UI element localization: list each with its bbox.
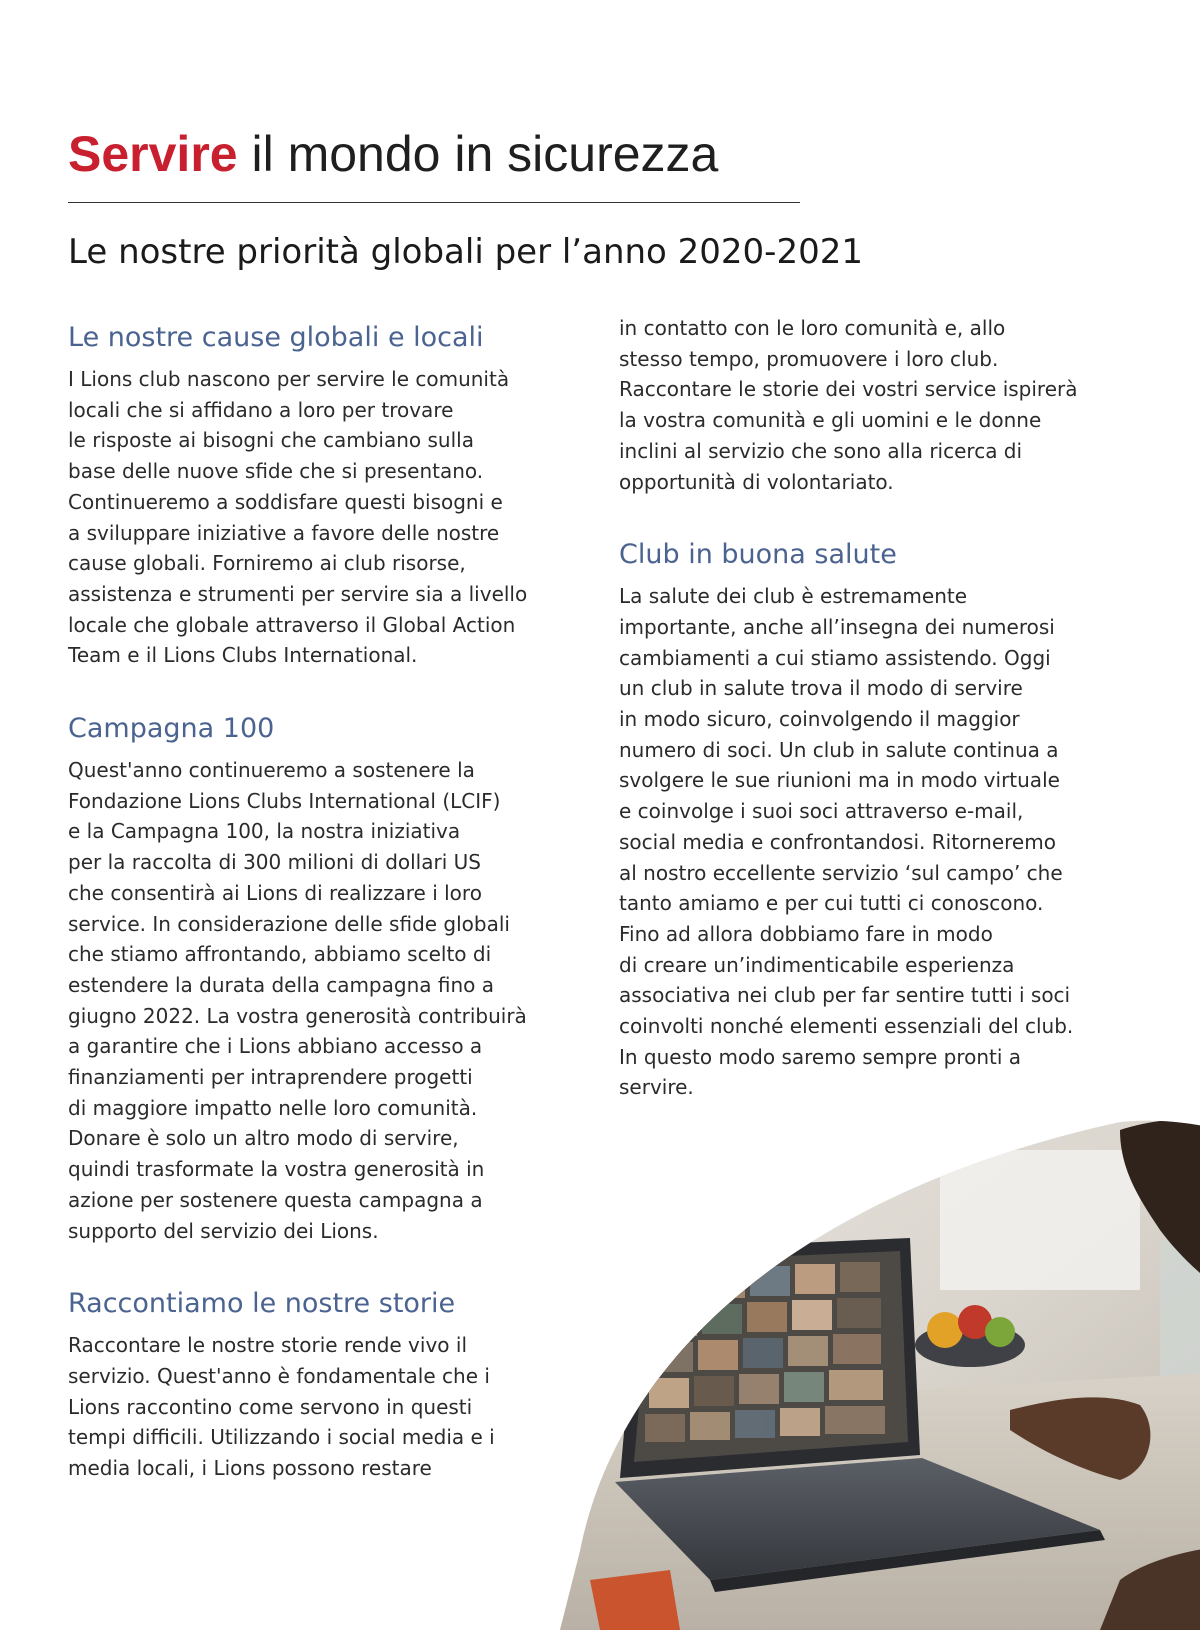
title-rest: il mondo in sicurezza	[237, 126, 719, 182]
body-line: La salute dei club è estremamente	[619, 584, 968, 609]
body-line: Fondazione Lions Clubs International (LCIF)	[68, 788, 501, 813]
body-line: servizio. Quest'anno è fondamentale che i	[68, 1363, 490, 1388]
body-line: Raccontare le storie dei vostri service ispirerà	[619, 377, 1078, 402]
section-club-health	[619, 535, 1139, 1103]
body-line: e la Campagna 100, la nostra iniziativa	[68, 819, 461, 844]
body-line: coinvolti nonché elementi essenziali del club.	[619, 1014, 1074, 1039]
body-line: Fino ad allora dobbiamo fare in modo	[619, 921, 993, 946]
section-heading: Club in buona salute	[619, 539, 897, 571]
body-line: a sviluppare iniziative a favore delle nostre	[68, 520, 500, 545]
section-heading: Campagna 100	[68, 713, 275, 745]
page-title	[68, 122, 718, 186]
body-line: Team e il Lions Clubs International.	[68, 643, 418, 668]
section-global-causes	[68, 318, 588, 671]
section-heading: Raccontiamo le nostre storie	[68, 1288, 456, 1320]
body-line: che consentirà ai Lions di realizzare i loro	[68, 880, 482, 905]
body-line: che stiamo affrontando, abbiamo scelto di	[68, 942, 492, 967]
page-subtitle: Le nostre priorità globali per l’anno 2020-2021	[68, 232, 863, 272]
section-body	[619, 581, 1139, 1103]
section-campaign-100	[68, 709, 588, 1246]
body-line: azione per sostenere questa campagna a	[68, 1187, 483, 1212]
body-line: I Lions club nascono per servire le comunità	[68, 367, 510, 391]
video-call-photo	[560, 1110, 1200, 1630]
body-line: la vostra comunità e gli uomini e le donne	[619, 408, 1042, 433]
body-line: social media e confrontandosi. Ritorneremo	[619, 829, 1056, 854]
body-line: associativa nei club per far sentire tutti i soci	[619, 983, 1071, 1008]
body-line: tempi difficili. Utilizzando i social media e i	[68, 1425, 495, 1450]
body-line: tanto amiamo e per cui tutti ci conoscono.	[619, 891, 1044, 916]
section-heading: Le nostre cause globali e locali	[68, 322, 484, 353]
body-line: al nostro eccellente servizio ‘sul campo’ che	[619, 860, 1063, 885]
section-continued-text	[619, 313, 1139, 497]
right-column	[619, 313, 1139, 1103]
section-body	[68, 755, 588, 1246]
body-line: supporto del servizio dei Lions.	[68, 1218, 379, 1243]
body-line: quindi trasformate la vostra generosità in	[68, 1157, 485, 1182]
body-line: In questo modo saremo sempre pronti a	[619, 1044, 1022, 1069]
body-line: un club in salute trova il modo di servire	[619, 676, 1023, 701]
body-line: di creare un’indimenticabile esperienza	[619, 952, 1015, 977]
body-line: locale che globale attraverso il Global Action	[68, 612, 516, 637]
body-line: e coinvolge i suoi soci attraverso e-mail,	[619, 799, 1024, 824]
body-line: locali che si affidano a loro per trovare	[68, 397, 454, 422]
body-line: servire.	[619, 1075, 694, 1100]
body-line: stesso tempo, promuovere i loro club.	[619, 346, 999, 371]
body-line: importante, anche all’insegna dei numerosi	[619, 614, 1055, 639]
body-line: a garantire che i Lions abbiano accesso a	[68, 1034, 483, 1059]
body-line: Lions raccontino come servono in questi	[68, 1394, 473, 1419]
body-line: finanziamenti per intraprendere progetti	[68, 1065, 473, 1090]
body-line: Continueremo a soddisfare questi bisogni e	[68, 489, 503, 514]
section-our-stories	[68, 1284, 588, 1484]
body-line: estendere la durata della campagna fino a	[68, 972, 494, 997]
section-body	[68, 364, 588, 671]
body-line: media locali, i Lions possono restare	[68, 1456, 432, 1481]
body-line: numero di soci. Un club in salute continua a	[619, 737, 1059, 762]
body-line: assistenza e strumenti per servire sia a livello	[68, 581, 528, 606]
body-line: inclini al servizio che sono alla ricerca di	[619, 438, 1023, 463]
body-line: base delle nuove sfide che si presentano.	[68, 459, 484, 484]
body-line: di maggiore impatto nelle loro comunità.	[68, 1095, 478, 1120]
body-line: le risposte ai bisogni che cambiano sulla	[68, 428, 474, 453]
section-body	[68, 1330, 588, 1484]
body-line: in contatto con le loro comunità e, allo	[619, 316, 1006, 340]
title-accent: Servire	[68, 126, 238, 182]
body-line: svolgere le sue riunioni ma in modo virtuale	[619, 768, 1060, 793]
body-line: Quest'anno continueremo a sostenere la	[68, 758, 475, 783]
body-line: Raccontare le nostre storie rende vivo il	[68, 1333, 467, 1358]
body-line: Donare è solo un altro modo di servire,	[68, 1126, 459, 1151]
body-line: giugno 2022. La vostra generosità contribuirà	[68, 1003, 527, 1028]
body-line: per la raccolta di 300 milioni di dollari US	[68, 850, 481, 875]
title-divider	[68, 202, 800, 203]
body-line: service. In considerazione delle sfide globali	[68, 911, 510, 936]
left-column	[68, 318, 588, 1484]
body-line: opportunità di volontariato.	[619, 469, 894, 494]
body-line: cambiamenti a cui stiamo assistendo. Oggi	[619, 645, 1051, 670]
body-line: in modo sicuro, coinvolgendo il maggior	[619, 707, 1020, 732]
body-line: cause globali. Forniremo ai club risorse,	[68, 551, 466, 576]
